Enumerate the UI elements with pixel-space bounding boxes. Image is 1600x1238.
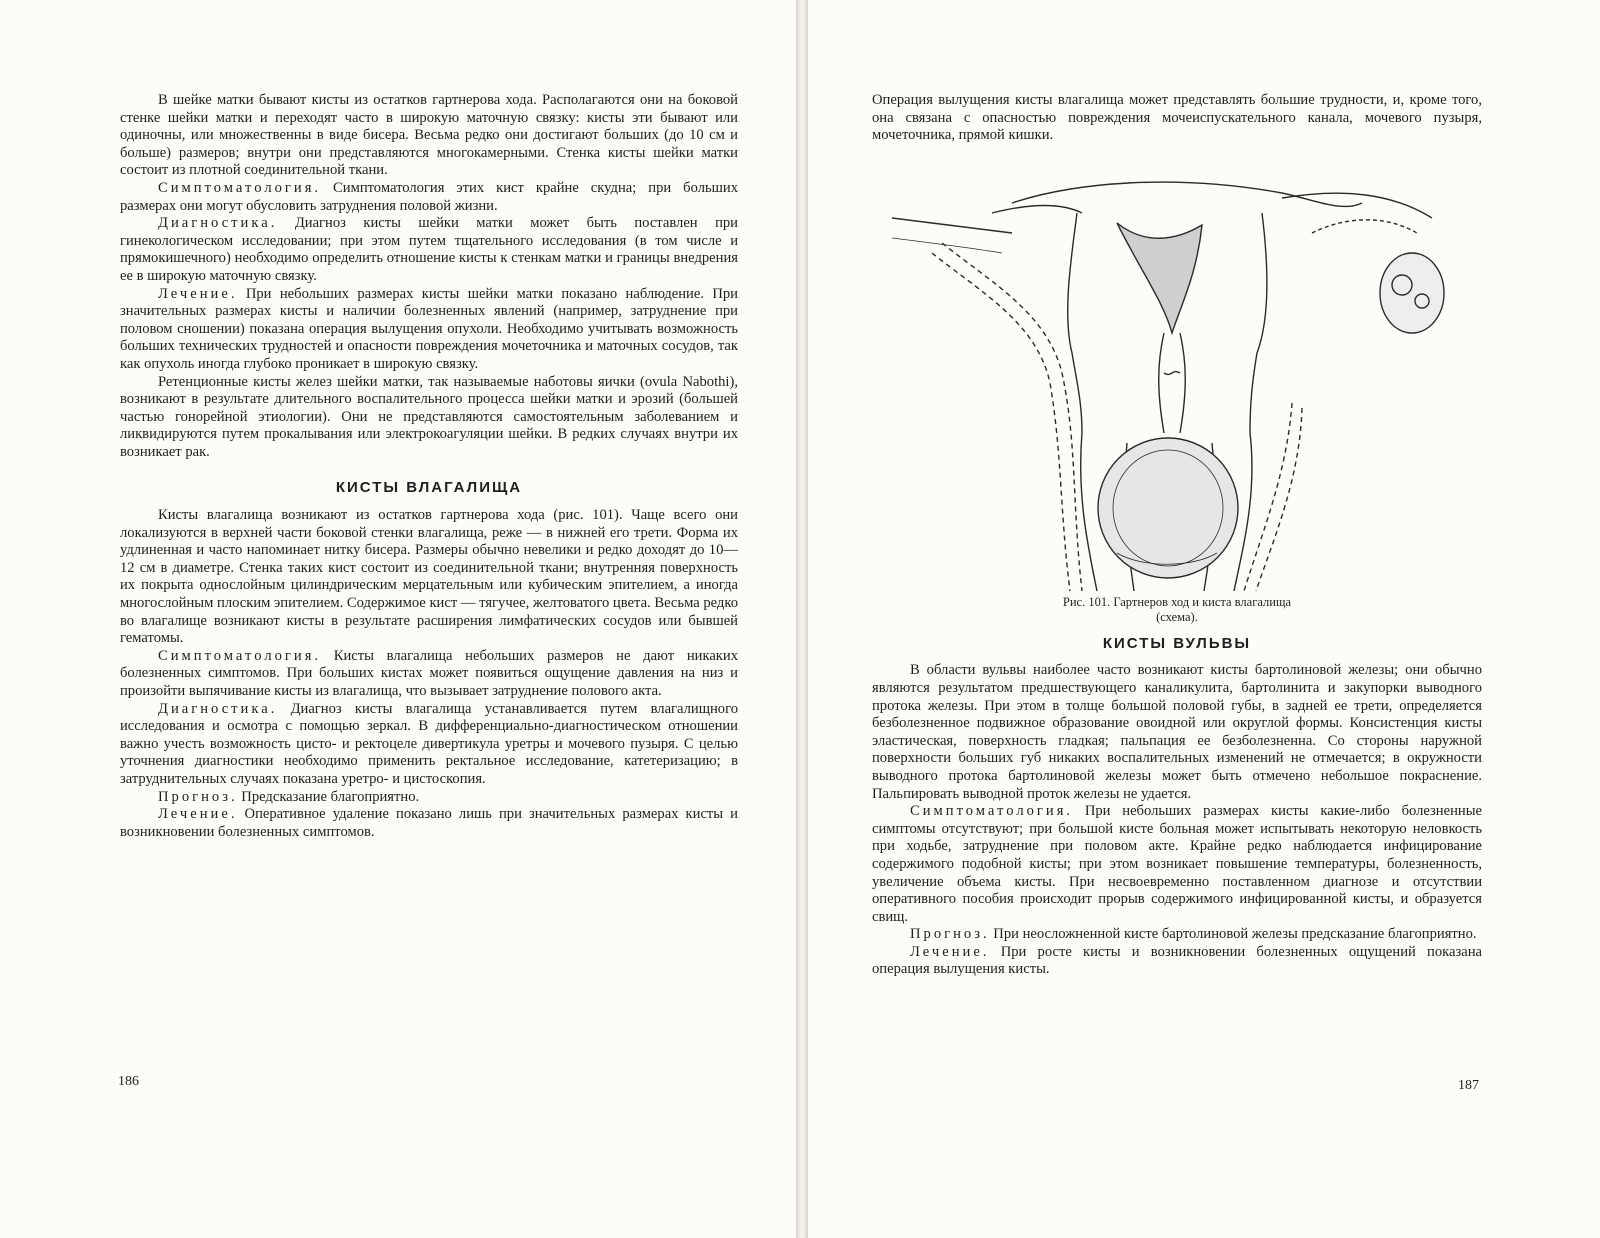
paragraph [120, 92, 738, 180]
paragraph-text: Оперативное удаление показано лишь при значительных размерах кисты и возникновении болезненных симптомов. [120, 806, 738, 840]
left-text-column [120, 92, 738, 841]
paragraph-text: При росте кисты и возникновении болезненных ощущений показана операция вылущения кисты. [872, 943, 1482, 978]
paragraph-text: Диагноз кисты шейки матки может быть поставлен при гинекологическом исследовании; при этом путем тщательного исследования (в том числе и прямокишечного) необходимо определить отношение кисты к стенкам матки и границы внедрения ее в широкую маточную связку. [120, 215, 738, 284]
paragraph-lead: Симптоматология. [910, 803, 1074, 820]
paragraph [872, 944, 1482, 979]
page-number-left: 186 [118, 1074, 139, 1089]
paragraph-text: Диагноз кисты влагалища устанавливается путем влагалищного исследования и осмотра с помощью зеркал. В дифференциально-диагностическом отношении важно учесть возможность цисто- и ректоцеле дивертикула уретры и мочевого пузыря. С целью уточнения диагностики необходимо применить ректальное исследование, катетеризацию; в затруднительных случаях показана уретро- и цистоскопия. [120, 700, 738, 787]
paragraph [120, 806, 738, 841]
paragraph [120, 180, 738, 215]
paragraph-text: При неосложненной кисте бартолиновой железы предсказание благоприятно. [989, 926, 1477, 943]
paragraph [120, 507, 738, 648]
paragraph-text: Предсказание благоприятно. [237, 788, 420, 805]
figure-101 [872, 173, 1482, 593]
book-gutter [796, 0, 808, 1238]
paragraph [872, 926, 1482, 944]
paragraph-lead: Симптоматология. [158, 179, 322, 196]
paragraph-text: В области вульвы наиболее часто возникают кисты бартолиновой железы; они обычно являются результатом предшествующего каналикулита, бартолинита и закупорки выводного протока железы. При этом в толще большой половой губы, в задней ее трети, определяется безболезненное подвижное образование овоидной или округлой формы. Консистенция кисты эластическая, поверхность гладкая; пальпация ее безболезненна. Со стороны наружной поверхности больших губ никаких воспалительных изменений не отмечается; в окружности выводного протока бартолиновой железы может быть отмечено небольшое покраснение. Пальпировать выводной проток железы не удается. [872, 662, 1482, 802]
caption-line: (схема). [1156, 609, 1198, 624]
figure-caption [872, 595, 1482, 625]
paragraph [120, 215, 738, 285]
paragraph-text: При небольших размерах кисты какие-либо болезненные симптомы отсутствуют; при большой кисте больная может испытывать некоторую неловкость при ходьбе, затруднение при половом акте. Крайне редко наблюдается инфицирование содержимого подобной кисты; при этом возникает повышение температуры, болезненность, увеличение объема кисты. При несвоевременно поставленном диагнозе и отсутствии оперативного пособия происходит прорыв содержимого инфицированной кисты, и образуется свищ. [872, 803, 1482, 925]
paragraph-text: В шейке матки бывают кисты из остатков гартнерова хода. Располагаются они на боковой стенке шейки матки и переходят часто в широкую маточную связку: кисты эти бывают или одиночны, или множественны в виде бисера. Весьма редко они достигают больших (до 10 см и больше) размеров; внутри они представляются многокамерными. Стенка кисты шейки матки состоит из плотной соединительной ткани. [120, 92, 738, 179]
paragraph-lead: Прогноз. [158, 788, 238, 805]
caption-line: Рис. 101. Гартнеров ход и киста влагалища [1062, 594, 1292, 609]
paragraph-text: Ретенционные кисты желез шейки матки, так называемые наботовы яички (ovula Nabothi), возникают в результате длительного воспалительного процесса шейки матки и эрозий (большей частью гонорейной этиологии). Они не представляются самостоятельным заболеванием и ликвидируются путем прокалывания или электрокоагуляции шейки. В редких случаях внутри их возникает рак. [120, 373, 738, 460]
paragraph [120, 286, 738, 374]
paragraph-lead: Лечение. [910, 943, 990, 960]
paragraph-text: Кисты влагалища небольших размеров не дают никаких болезненных симптомов. При больших кистах может появиться ощущение давления на низ и произойти выпячивание кисты из влагалища, что вызывает затруднение полового акта. [120, 647, 738, 699]
right-text-column [872, 92, 1482, 979]
paragraph-lead: Диагностика. [158, 700, 278, 717]
paragraph [872, 803, 1482, 926]
paragraph [872, 662, 1482, 803]
intro-paragraph: Операция вылущения кисты влагалища может представлять большие трудности, и, кроме того, она связана с опасностью повреждения мочеиспускательного канала, мочевого пузыря, мочеточника, прямой кишки. [872, 92, 1482, 144]
paragraph [120, 648, 738, 701]
paragraph-lead: Симптоматология. [158, 647, 322, 664]
section-heading: КИСТЫ ВЛАГАЛИЩА [335, 479, 523, 497]
page-number-right: 187 [1458, 1078, 1479, 1093]
paragraph-text: Симптоматология этих кист крайне скудна; при больших размерах они могут обусловить затруднения половой жизни. [120, 179, 738, 214]
paragraph-lead: Лечение. [158, 285, 238, 302]
section-heading: КИСТЫ ВУЛЬВЫ [1102, 634, 1252, 652]
paragraph-lead: Лечение. [158, 806, 238, 823]
paragraph-lead: Прогноз. [910, 926, 990, 943]
anatomical-illustration [872, 173, 1482, 593]
paragraph [120, 374, 738, 462]
paragraph [120, 701, 738, 789]
paragraph [120, 789, 738, 807]
paragraph-text: При небольших размерах кисты шейки матки показано наблюдение. При значительных размерах кисты и наличии болезненных явлений (например, затруднение при половом сношении) показана операция вылущения опухоли. Необходимо учитывать возможность больших технических трудностей и опасности повреждения мочеточника и маточных сосудов, так как опухоль иногда глубоко проникает в широкую связку. [120, 285, 738, 372]
paragraph-lead: Диагностика. [158, 215, 278, 232]
paragraph-text: Кисты влагалища возникают из остатков гартнерова хода (рис. 101). Чаще всего они локализуются в верхней части боковой стенки влагалища, реже — в нижней его трети. Форма их удлиненная и часто напоминает нитку бисера. Размеры обычно невелики и редко доходят до 10—12 см в диаметре. Стенка таких кист состоит из соединительной ткани; внутренняя поверхность их покрыта однослойным цилиндрическим мерцательным или кубическим эпителием, а иногда многослойным плоским эпителием. Содержимое кист — тягучее, желтоватого цвета. Весьма редко во влагалище возникают кисты в результате расширения лимфатических сосудов или бывшей гематомы. [120, 507, 738, 647]
